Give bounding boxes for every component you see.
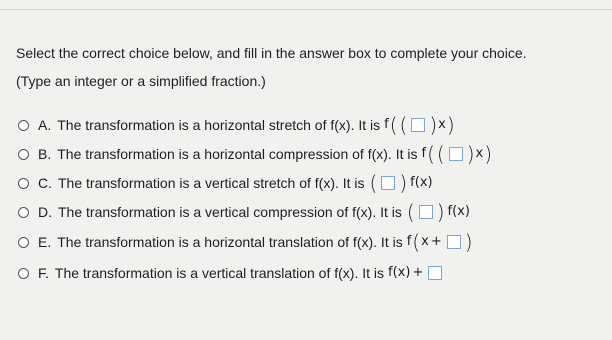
answer-box-e[interactable] <box>447 235 461 249</box>
choice-c[interactable] <box>18 171 435 195</box>
choice-a-expression: f ( ( ) x ) <box>384 113 455 137</box>
expr-open-paren: ( <box>412 230 421 254</box>
choice-d-text: The transformation is a vertical compression of f(x). It is <box>58 204 402 220</box>
answer-box-b[interactable] <box>449 147 463 161</box>
choice-b-letter: B. <box>38 146 52 162</box>
expr-f: f <box>421 146 427 161</box>
choice-a-letter: A. <box>38 117 52 133</box>
expr-close-paren: ) <box>436 200 445 224</box>
expr-close-paren: ) <box>484 142 493 166</box>
expr-open-paren: ( <box>369 171 378 195</box>
choice-d-letter: D. <box>38 204 52 220</box>
choice-f-text: The transformation is a vertical translation of f(x). It is <box>54 265 385 281</box>
choice-b[interactable] <box>18 142 493 166</box>
choice-b-text: The transformation is a horizontal compression of f(x). It is <box>57 146 418 162</box>
radio-a[interactable] <box>18 120 29 131</box>
expr-f: f <box>384 117 389 132</box>
choice-d[interactable] <box>18 200 472 224</box>
answer-box-f[interactable] <box>428 266 442 280</box>
radio-d[interactable] <box>18 207 29 218</box>
choice-c-expression <box>369 171 435 195</box>
expr-open-paren: ( <box>399 113 408 137</box>
choice-a[interactable] <box>18 113 456 137</box>
radio-e[interactable] <box>18 237 29 248</box>
radio-b[interactable] <box>18 149 29 160</box>
expr-open-paren: ( <box>389 113 398 137</box>
expr-fx: f(x) <box>447 204 470 219</box>
choice-e-letter: E. <box>38 234 52 250</box>
choice-f-expression <box>388 264 445 282</box>
radio-f[interactable] <box>18 268 29 279</box>
top-divider <box>0 9 612 10</box>
radio-c[interactable] <box>18 178 29 189</box>
choice-e-text: The transformation is a horizontal translation of f(x). It is <box>57 234 403 250</box>
choice-b-expression: f ( ( ) x ) <box>421 142 493 166</box>
expr-open-paren: ( <box>427 142 435 166</box>
answer-box-a[interactable] <box>411 118 425 132</box>
expr-fx: f(x) <box>410 175 433 190</box>
choice-f-letter: F. <box>38 265 49 281</box>
choice-c-text: The transformation is a vertical stretch of f(x). It is <box>58 175 365 191</box>
choice-c-letter: C. <box>38 175 52 191</box>
expr-x: x <box>421 234 429 249</box>
expr-x: x <box>438 117 446 132</box>
instruction-text: Select the correct choice below, and fill in the answer box to complete your choice. <box>16 45 527 61</box>
expr-x: x <box>475 146 484 161</box>
choice-e-expression <box>406 230 474 254</box>
expr-plus: + <box>430 234 442 249</box>
expr-close-paren: ) <box>446 113 455 137</box>
choice-a-text: The transformation is a horizontal stretch of f(x). It is <box>57 117 381 133</box>
expr-close-paren: ) <box>464 230 473 254</box>
expr-plus: + <box>412 265 424 280</box>
expr-f: f <box>406 234 412 249</box>
expr-open-paren: ( <box>406 200 415 224</box>
choice-e[interactable] <box>18 230 474 254</box>
expr-open-paren: ( <box>436 142 445 166</box>
answer-box-c[interactable] <box>381 176 395 190</box>
choice-f[interactable] <box>18 264 445 282</box>
answer-hint: (Type an integer or a simplified fraction.) <box>16 73 266 89</box>
expr-close-paren: ) <box>399 171 408 195</box>
choice-d-expression <box>406 200 472 224</box>
answer-box-d[interactable] <box>419 205 433 219</box>
expr-fx: f(x) <box>388 265 411 280</box>
